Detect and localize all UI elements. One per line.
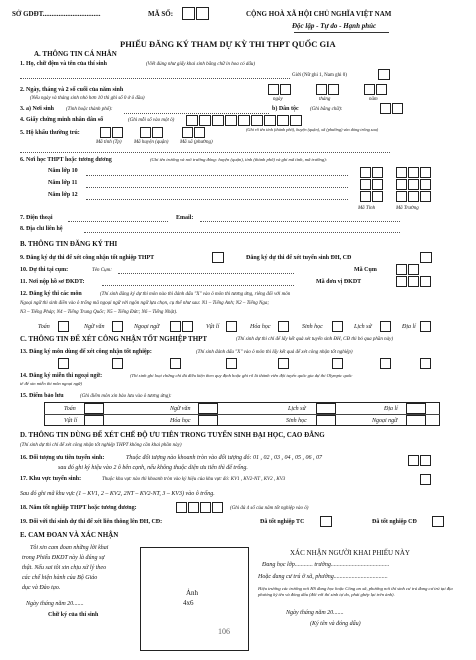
y11-school-1[interactable] bbox=[396, 179, 407, 190]
cluster-box-2[interactable] bbox=[408, 264, 419, 275]
pledge-line-4: các chế hiện hành của Bộ Giáo bbox=[22, 575, 98, 581]
confirm-line-2: Hoặc đang cư trú ở xã, phường.................................... bbox=[258, 574, 388, 580]
code-box-2[interactable] bbox=[196, 7, 209, 20]
subject-box-geo[interactable] bbox=[420, 321, 431, 332]
q13-label: 13. Đăng ký môn dùng để xét công nhận tốt nghiệp: bbox=[20, 349, 152, 355]
q2-label: 2. Ngày, tháng và 2 số cuối của năm sinh bbox=[20, 87, 124, 93]
q1-label: 1. Họ, chữ đệm và tên của thí sinh bbox=[20, 61, 107, 67]
subject-label-math: Toán bbox=[38, 324, 50, 330]
id-box-6[interactable] bbox=[251, 115, 263, 126]
bl-geo-box[interactable] bbox=[406, 403, 426, 414]
y10-prov-1[interactable] bbox=[360, 167, 371, 178]
y12-school-1[interactable] bbox=[396, 191, 407, 202]
q11-label: 11. Nơi nộp hồ sơ ĐKDT: bbox=[20, 279, 85, 285]
q19-b-label: Đã tốt nghiệp CĐ bbox=[372, 519, 417, 525]
bl-chem-box[interactable] bbox=[198, 415, 218, 426]
q19-label: 19. Đối với thí sinh dự thi để xét liên thông lên ĐH, CĐ: bbox=[20, 519, 163, 525]
confirm-date: Ngày tháng năm 20....... bbox=[286, 610, 344, 616]
bl-bio: Sinh học bbox=[286, 418, 307, 424]
q14-note-2: tế để xin miễn thi môn ngoại ngữ) bbox=[20, 381, 83, 386]
grad-year-3[interactable] bbox=[200, 502, 211, 513]
id-box-8[interactable] bbox=[277, 115, 289, 126]
confirm-line-1: Đang học lớp............ trường....................................... bbox=[262, 562, 390, 568]
subject-box-phys[interactable] bbox=[226, 321, 237, 332]
gender-label: Giới (Nữ ghi 1, Nam ghi 0) bbox=[292, 73, 347, 78]
form-title: PHIẾU ĐĂNG KÝ THAM DỰ KỲ THI THPT QUỐC GIA bbox=[120, 39, 336, 49]
q17-note-2: Sau đó ghi mã khu vực (1 – KV1, 2 – KV2, 2NT – KV2-NT, 3 – KV3) vào ô trống. bbox=[20, 491, 215, 497]
bl-lang: Ngoại ngữ bbox=[372, 418, 398, 424]
q15-label: 15. Điểm bảo lưu bbox=[20, 393, 64, 399]
id-box-3[interactable] bbox=[212, 115, 224, 126]
subject-box-lang-1[interactable] bbox=[170, 321, 181, 332]
y10-school-2[interactable] bbox=[408, 167, 419, 178]
y10-school-3[interactable] bbox=[420, 167, 431, 178]
tn-box-5[interactable] bbox=[278, 358, 289, 369]
q19-b-checkbox[interactable] bbox=[432, 516, 444, 527]
bl-geo: Địa lí bbox=[384, 406, 398, 412]
gender-box[interactable] bbox=[378, 69, 390, 80]
priority-box-1[interactable] bbox=[408, 455, 419, 466]
y12-prov-2[interactable] bbox=[372, 191, 383, 202]
bl-phys-box[interactable] bbox=[84, 415, 104, 426]
q9b-label: Đăng ký dự thi để xét tuyển sinh ĐH, CĐ bbox=[246, 255, 352, 261]
dob-day-1[interactable] bbox=[268, 84, 279, 95]
y10-prov-2[interactable] bbox=[372, 167, 383, 178]
q12-label: 12. Đăng ký thi các môn bbox=[20, 291, 82, 297]
dob-month-1[interactable] bbox=[316, 84, 327, 95]
q10-label: 10. Dự thi tại cụm: bbox=[20, 267, 69, 273]
photo-size: 4x6 bbox=[183, 599, 194, 607]
bl-chem: Hóa học bbox=[170, 418, 191, 424]
bl-phys: Vật lí bbox=[64, 418, 78, 424]
ward-box-2[interactable] bbox=[194, 127, 205, 138]
date-label-day: ngày bbox=[273, 97, 283, 102]
pledge-line-1: Tôi xin cam đoan những lời khai bbox=[30, 545, 109, 551]
y12-school-2[interactable] bbox=[408, 191, 419, 202]
page-number: 106 bbox=[218, 627, 230, 636]
bl-lit: Ngữ văn bbox=[170, 406, 191, 412]
section-a-heading: A. THÔNG TIN CÁ NHÂN bbox=[34, 50, 117, 58]
y11-school-2[interactable] bbox=[408, 179, 419, 190]
section-e-heading: E. CAM ĐOAN VÀ XÁC NHẬN bbox=[20, 531, 119, 539]
subject-box-lit[interactable] bbox=[112, 321, 123, 332]
region-box[interactable] bbox=[420, 474, 431, 485]
year12-field[interactable] bbox=[86, 199, 348, 200]
pledge-line-3: thật. Nếu sai tôi xin chịu xử lý theo bbox=[22, 565, 107, 571]
q9a-checkbox[interactable] bbox=[212, 252, 224, 263]
section-c-heading: C. THÔNG TIN ĐỂ XÉT CÔNG NHẬN TỐT NGHIỆP THPT bbox=[20, 335, 208, 343]
q18-note: (Ghi đủ 4 số của năm tốt nghiệp vào ô) bbox=[230, 506, 309, 511]
bl-lit-box[interactable] bbox=[198, 403, 218, 414]
year10-field[interactable] bbox=[86, 175, 348, 176]
dob-year-2[interactable] bbox=[376, 84, 387, 95]
q10-note: Tên Cụm: bbox=[92, 268, 112, 273]
y12-prov-1[interactable] bbox=[360, 191, 371, 202]
subject-label-phys: Vật lí bbox=[206, 324, 220, 330]
unit-box-1[interactable] bbox=[396, 276, 407, 287]
subject-label-hist: Lịch sử bbox=[354, 324, 372, 330]
tn-box-1[interactable] bbox=[58, 358, 69, 369]
cluster-box-1[interactable] bbox=[396, 264, 407, 275]
q12-note-2: Ngoại ngữ thì sinh điền vào ô trống mã ngoại ngữ với ngôn ngữ lựa chọn, cụ thể như sau: N1 – Tiếng Anh; N2 – Tiếng Nga; bbox=[20, 301, 269, 306]
q8-label: 8. Địa chỉ liên hệ bbox=[20, 226, 63, 232]
q16-note-2: sau đó ghi ký hiệu vào 2 ô bên cạnh, nếu không thuộc diện ưu tiên thì để trống. bbox=[58, 465, 248, 471]
year12-label: Năm lớp 12 bbox=[48, 192, 78, 198]
id-box-7[interactable] bbox=[264, 115, 276, 126]
section-c-note: (Thí sinh dự thi chỉ để lấy kết quả xét tuyển sinh ĐH, CĐ thì bỏ qua phần này) bbox=[236, 337, 394, 342]
q14-label: 14. Đăng ký miễn thi ngoại ngữ: bbox=[20, 373, 103, 379]
residence-field[interactable] bbox=[20, 152, 390, 153]
subject-box-bio[interactable] bbox=[332, 321, 343, 332]
tn-box-3[interactable] bbox=[170, 358, 181, 369]
q5-note: (Ghi rõ tên tỉnh (thành phố), huyện (quận), xã (phường) vào dòng trống sau) bbox=[246, 127, 379, 132]
id-box-4[interactable] bbox=[225, 115, 237, 126]
subject-box-hist[interactable] bbox=[380, 321, 391, 332]
bl-math: Toán bbox=[64, 406, 76, 412]
section-d-heading: D. THÔNG TIN DÙNG ĐỂ XÉT CHẾ ĐỘ ƯU TIÊN TRONG TUYỂN SINH ĐẠI HỌC, CAO ĐẲNG bbox=[20, 431, 325, 439]
confirm-heading: XÁC NHẬN NGƯỜI KHAI PHIẾU NÀY bbox=[290, 549, 410, 557]
subject-label-geo: Địa lí bbox=[402, 324, 416, 330]
pledge-line-2: trong Phiếu ĐKDT này là đúng sự bbox=[22, 555, 105, 561]
year11-label: Năm lớp 11 bbox=[48, 180, 78, 186]
date-label-year: năm bbox=[369, 97, 378, 102]
tn-box-8[interactable] bbox=[420, 358, 431, 369]
name-field[interactable] bbox=[20, 78, 290, 79]
q4-note: (Ghi mỗi số vào một ô) bbox=[128, 118, 175, 123]
dept-label: SỞ GDĐT................................. bbox=[12, 10, 101, 18]
q16-note-1: Thuộc đối tượng nào khoanh tròn vào đối tượng đó: 01 , 02 , 03 , 04 , 05 , 06 , 07 bbox=[126, 455, 322, 461]
grad-year-2[interactable] bbox=[188, 502, 199, 513]
q3a-note: (Tỉnh hoặc thành phố): bbox=[66, 107, 113, 112]
unit-box-3[interactable] bbox=[420, 276, 431, 287]
code-box-1[interactable] bbox=[182, 7, 195, 20]
y11-school-3[interactable] bbox=[420, 179, 431, 190]
birthplace-field[interactable] bbox=[124, 113, 269, 114]
motto: Độc lập - Tự do - Hạnh phúc bbox=[292, 22, 377, 30]
q5-label: 5. Hộ khẩu thường trú: bbox=[20, 130, 80, 136]
section-b-heading: B. THÔNG TIN ĐĂNG KÝ THI bbox=[20, 240, 118, 248]
id-box-2[interactable] bbox=[199, 115, 211, 126]
id-box-1[interactable] bbox=[186, 115, 198, 126]
q12-note-1: (Thí sinh đăng ký dự thi môn nào thì đánh dấu "X" vào ô môn thi tương ứng, riêng đối với môn bbox=[100, 292, 291, 297]
q3a-label: 3. a) Nơi sinh bbox=[20, 106, 54, 112]
q17-note: Thuộc khu vực nào thì khoanh tròn vào ký hiệu của khu vực đó: KV1 , KV2-NT , KV2 , KV3 bbox=[102, 477, 286, 482]
unit-box-2[interactable] bbox=[408, 276, 419, 287]
tn-box-4[interactable] bbox=[226, 358, 237, 369]
tn-box-6[interactable] bbox=[332, 358, 343, 369]
y11-prov-1[interactable] bbox=[360, 179, 371, 190]
dist-box-2[interactable] bbox=[152, 127, 163, 138]
prov-box-2[interactable] bbox=[112, 127, 123, 138]
tn-box-2[interactable] bbox=[112, 358, 123, 369]
code-prov-label: Mã tỉnh (Tp) bbox=[96, 140, 122, 145]
photo-label: Ảnh bbox=[186, 589, 199, 597]
q1-note: (Viết đúng như giấy khai sinh bằng chữ in hoa có dấu) bbox=[146, 62, 256, 67]
code-dist-label: Mã huyện (quận) bbox=[134, 140, 169, 145]
cluster-field[interactable] bbox=[118, 273, 294, 274]
email-field[interactable] bbox=[200, 221, 400, 222]
bl-hist: Lịch sử bbox=[288, 406, 306, 412]
q12-note-3: N3 – Tiếng Pháp; N4 – Tiếng Trung Quốc; N5 – Tiếng Đức; N6 – Tiếng Nhật). bbox=[20, 310, 178, 315]
q19-a-checkbox[interactable] bbox=[320, 516, 332, 527]
ward-box-1[interactable] bbox=[182, 127, 193, 138]
q6-label: 6. Nơi học THPT hoặc tương đương bbox=[20, 157, 112, 163]
phone-field[interactable] bbox=[68, 221, 168, 222]
dist-box-1[interactable] bbox=[140, 127, 151, 138]
motto-underline bbox=[294, 32, 389, 33]
q3b-note: (Ghi bằng chữ): bbox=[310, 107, 343, 112]
q3b-label: b) Dân tộc bbox=[272, 106, 299, 112]
q7-phone-label: 7. Điện thoại bbox=[20, 215, 53, 221]
signer-label: Chữ ký của thí sinh bbox=[48, 612, 99, 618]
year11-field[interactable] bbox=[86, 187, 348, 188]
q18-label: 18. Năm tốt nghiệp THPT hoặc tương đương: bbox=[20, 505, 137, 511]
tn-box-7[interactable] bbox=[380, 358, 391, 369]
confirm-note: Hiệu trưởng các trường nơi HS đang học hoặc Công an xã, phường nơi thí sinh cư trú đang cư trú tại địa phương ký tên và đóng dấu (đối với thí sinh tự do, phải ghép lại trên ảnh). bbox=[258, 586, 453, 598]
code-label: MÃ SỐ: bbox=[148, 10, 174, 18]
nation-title: CỘNG HOÀ XÃ HỘI CHỦ NGHĨA VIỆT NAM bbox=[246, 10, 392, 18]
q6-note: (Ghi tên trường và nơi trường đóng: huyện (quận), tỉnh (thành phố) và ghi mã tỉnh, mã trường): bbox=[150, 157, 328, 162]
q16-label: 16. Đối tượng ưu tiên tuyển sinh: bbox=[20, 455, 105, 461]
year10-label: Năm lớp 10 bbox=[48, 168, 78, 174]
dob-day-2[interactable] bbox=[280, 84, 291, 95]
grad-year-4[interactable] bbox=[212, 502, 223, 513]
address-field[interactable] bbox=[84, 232, 400, 233]
dob-year-1[interactable] bbox=[364, 84, 375, 95]
date-label-month: tháng bbox=[319, 97, 331, 102]
id-box-9[interactable] bbox=[290, 115, 302, 126]
priority-box-2[interactable] bbox=[420, 455, 431, 466]
pledge-date: Ngày tháng năm 20....... bbox=[26, 601, 84, 607]
bl-lang-box[interactable] bbox=[406, 415, 426, 426]
bl-math-box[interactable] bbox=[84, 403, 104, 414]
q11-code-label: Mã đơn vị ĐKDT bbox=[316, 279, 362, 285]
id-box-5[interactable] bbox=[238, 115, 250, 126]
section-d-note: (Thí sinh dự thi chỉ để xét công nhận tốt nghiệp THPT không cần khai phần này) bbox=[20, 443, 182, 448]
prov-box-1[interactable] bbox=[100, 127, 111, 138]
subject-label-lit: Ngữ văn bbox=[84, 324, 105, 330]
q19-a-label: Đã tốt nghiệp TC bbox=[260, 519, 305, 525]
subject-label-lang: Ngoại ngữ bbox=[134, 324, 160, 330]
grad-year-1[interactable] bbox=[176, 502, 187, 513]
q6-code-prov: Mã Tỉnh bbox=[358, 206, 376, 211]
q9b-checkbox[interactable] bbox=[420, 252, 432, 263]
q6-code-school: Mã Trường bbox=[396, 206, 419, 211]
y10-school-1[interactable] bbox=[396, 167, 407, 178]
code-ward-label: Mã xã (phường) bbox=[180, 140, 213, 145]
dob-month-2[interactable] bbox=[328, 84, 339, 95]
subject-label-bio: Sinh học bbox=[302, 324, 323, 330]
subject-box-chem[interactable] bbox=[278, 321, 289, 332]
y12-school-3[interactable] bbox=[420, 191, 431, 202]
q14-note-1: (Thí sinh ghi loại chứng chỉ đủ điều kiện theo quy định hoặc ghi rõ là thành viên đội tuyển quốc gia dự thi Olympic quốc bbox=[130, 373, 353, 378]
q17-label: 17. Khu vực tuyển sinh: bbox=[20, 476, 82, 482]
unit-field[interactable] bbox=[102, 285, 294, 286]
subject-box-lang-2[interactable] bbox=[182, 321, 193, 332]
q4-label: 4. Giấy chứng minh nhân dân số bbox=[20, 117, 104, 123]
q7-email-label: Email: bbox=[176, 215, 194, 221]
bl-hist-box[interactable] bbox=[316, 403, 336, 414]
photo-box[interactable] bbox=[140, 547, 249, 651]
ethnic-box-1[interactable] bbox=[380, 103, 391, 114]
ethnic-box-2[interactable] bbox=[392, 103, 403, 114]
bl-bio-box[interactable] bbox=[316, 415, 336, 426]
q9a-label: 9. Đăng ký dự thi để xét công nhận tốt nghiệp THPT bbox=[20, 255, 155, 261]
y11-prov-2[interactable] bbox=[372, 179, 383, 190]
subject-box-math[interactable] bbox=[58, 321, 69, 332]
q2-note: (Nếu ngày và tháng sinh nhỏ hơn 10 thì ghi số 0 ở ô đầu) bbox=[30, 96, 145, 101]
subject-label-chem: Hóa học bbox=[250, 324, 271, 330]
q15-note: (Ghi điểm môn xin bảo lưu vào ô tương ứng): bbox=[80, 394, 172, 399]
pledge-line-5: dục và Đào tạo. bbox=[22, 585, 61, 591]
confirm-signer: (Ký tên và đóng dấu) bbox=[310, 621, 361, 627]
q10-code-label: Mã Cụm bbox=[354, 267, 377, 273]
q13-note: (Thí sinh đánh dấu "X" vào ô môn thi lấy kết quả để xét công nhận tốt nghiệp) bbox=[196, 350, 353, 355]
